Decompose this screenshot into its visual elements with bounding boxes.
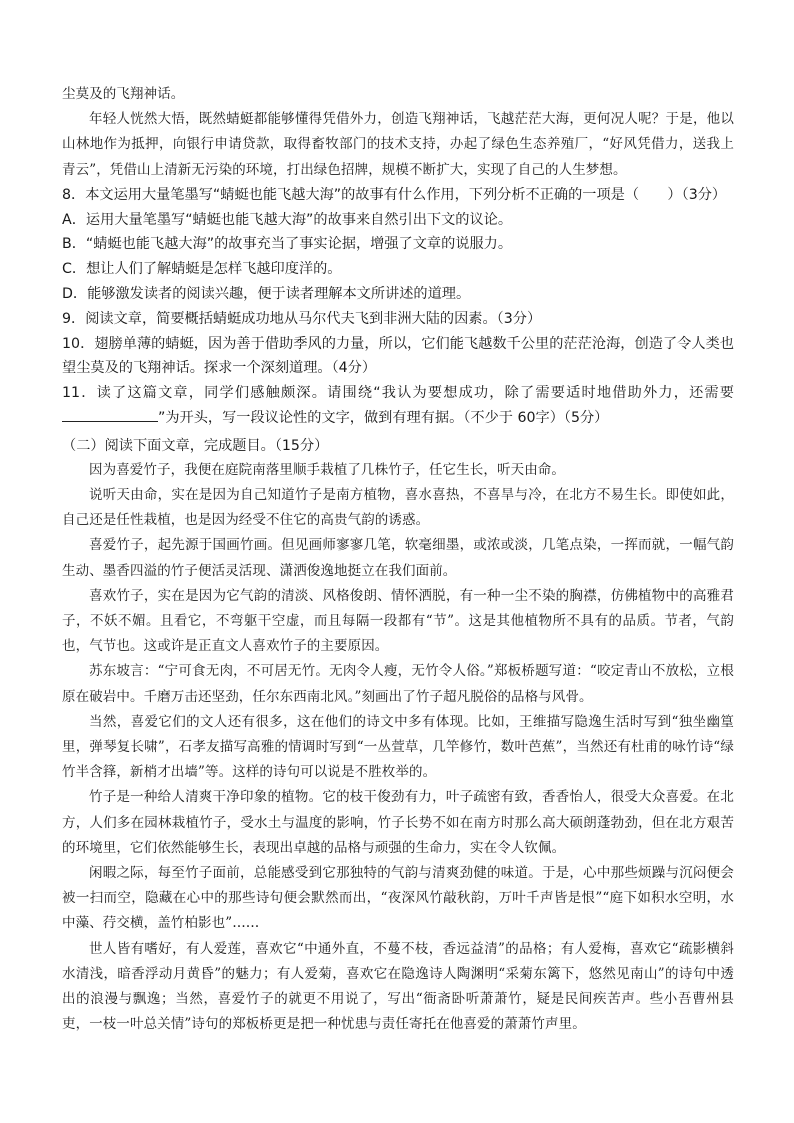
question-10: 10．翅膀单薄的蜻蜓，因为善于借助季风的力量，所以，它们能飞越数千公里的茫茫沧海，创造了令人类也望尘莫及的飞翔神话。探求一个深刻道理。（4分） [62, 335, 734, 377]
question-8-option-b: B．“蜻蜓也能飞越大海”的故事充当了事实论据，增强了文章的说服力。 [62, 236, 513, 253]
passage2-paragraph: 闲暇之际，每至竹子面前，总能感受到它那独特的气韵与清爽劲健的味道。于是，心中那些烦躁与沉闷便会被一扫而空，隐藏在心中的那些诗句便会默然而出，“夜深风竹敲秋韵，万叶千声皆是恨”“庭下如积水空明，水中藻、荇交横，盖竹柏影也”…… [62, 865, 734, 932]
question-11-part1: 11．读了这篇文章，同学们感触颇深。请围绕“我认为要想成功，除了需要适时地借助外力，还需要 [62, 385, 734, 402]
section-2-heading: （二）阅读下面文章，完成题目。（15分） [62, 437, 329, 454]
question-11 [62, 381, 734, 431]
passage1-line: 尘莫及的飞翔神话。 [62, 86, 185, 102]
question-8-option-c: C．想让人们了解蜻蜓是怎样飞越印度洋的。 [62, 261, 342, 278]
question-9: 9．阅读文章，简要概括蜻蜓成功地从马尔代夫飞到非洲大陆的因素。（3分） [62, 310, 542, 327]
passage1-paragraph: 年轻人恍然大悟，既然蜻蜓都能够懂得凭借外力，创造飞翔神话，飞越茫茫大海，更何况人呢？于是，他以山林地作为抵押，向银行申请贷款，取得畜牧部门的技术支持，办起了绿色生态养殖厂，“好风凭借力，送我上青云”，凭借山上清新无污染的环境，打出绿色招牌，规模不断扩大，实现了自己的人生梦想。 [62, 111, 734, 178]
passage2-paragraph: 说听天由命，实在是因为自己知道竹子是南方植物，喜水喜热，不喜旱与冷，在北方不易生长。即使如此，自己还是任性栽植，也是因为经受不住它的高贵气韵的诱惑。 [62, 486, 734, 529]
question-8-stem: 8．本文运用大量笔墨写“蜻蜓也能飞越大海”的故事有什么作用，下列分析不正确的一项是（ ）（3分） [62, 186, 727, 203]
question-8-option-a: A．运用大量笔墨写“蜻蜓也能飞越大海”的故事来自然引出下文的议论。 [62, 211, 513, 228]
answer-blank [62, 407, 158, 422]
passage2-paragraph: 竹子是一种给人清爽干净印象的植物。它的枝干俊劲有力，叶子疏密有致，香香怡人，很受大众喜爱。在北方，人们多在园林栽植竹子，受水土与温度的影响，竹子长势不如在南方时那么高大硕朗蓬勃劲，但在北方艰苦的环境里，它们依然能够生长，表现出卓越的品格与顽强的生命力，实在令人钦佩。 [62, 789, 734, 856]
question-11-part2: ”为开头，写一段议论性的文字，做到有理有据。（不少于 60字）（5分） [158, 409, 609, 426]
passage2-paragraph: 世人皆有嗜好，有人爱莲，喜欢它“中通外直，不蔓不枝，香远益清”的品格；有人爱梅，喜欢它“疏影横斜水清浅，暗香浮动月黄昏”的魅力；有人爱菊，喜欢它在隐逸诗人陶渊明“采菊东篱下，悠然见南山”的诗句中透出的浪漫与飘逸；当然，喜爱竹子的就更不用说了，写出“衙斋卧听萧萧竹，疑是民间疾苦声。些小吾曹州县吏，一枝一叶总关情”诗句的郑板桥更是把一种忧患与责任寄托在他喜爱的萧萧竹声里。 [62, 940, 734, 1033]
passage2-paragraph: 喜爱竹子，起先源于国画竹画。但见画师寥寥几笔，软毫细墨，或浓或淡，几笔点染，一挥而就，一幅气韵生动、墨香四溢的竹子便活灵活现、潇洒俊逸地挺立在我们面前。 [62, 537, 734, 579]
passage2-paragraph: 当然，喜爱它们的文人还有很多，这在他们的诗文中多有体现。比如，王维描写隐逸生活时写到“独坐幽篁里，弹琴复长啸”，石孝友描写高雅的情调时写到“一丛萱草，几竿修竹，数叶芭蕉”，当然还有杜甫的咏竹诗“绿竹半含箨，新梢才出墙”等。这样的诗句可以说是不胜枚举的。 [62, 713, 734, 781]
passage2-paragraph: 因为喜爱竹子，我便在庭院南落里顺手栽植了几株竹子，任它生长，听天由命。 [89, 461, 565, 478]
passage2-paragraph: 苏东坡言：“宁可食无肉，不可居无竹。无肉令人瘦，无竹令人俗。”郑板桥题写道：“咬定青山不放松，立根原在破岩中。千磨万击还坚劲，任尔东西南北风。”刻画出了竹子超凡脱俗的品格与风骨。 [62, 663, 734, 705]
exam-page [62, 82, 734, 1037]
passage2-paragraph: 喜欢竹子，实在是因为它气韵的清淡、风格俊朗、情怀洒脱，有一种一尘不染的胸襟，仿佛植物中的高雅君子，不妖不媚。且看它，不弯躯干空虚，而且每隔一段都有“节”。这是其他植物所不具有的品质。节者，气韵也，气节也。这或许是正直文人喜欢竹子的主要原因。 [62, 587, 734, 655]
question-8-option-d: D．能够激发读者的阅读兴趣，便于读者理解本文所讲述的道理。 [62, 286, 471, 302]
